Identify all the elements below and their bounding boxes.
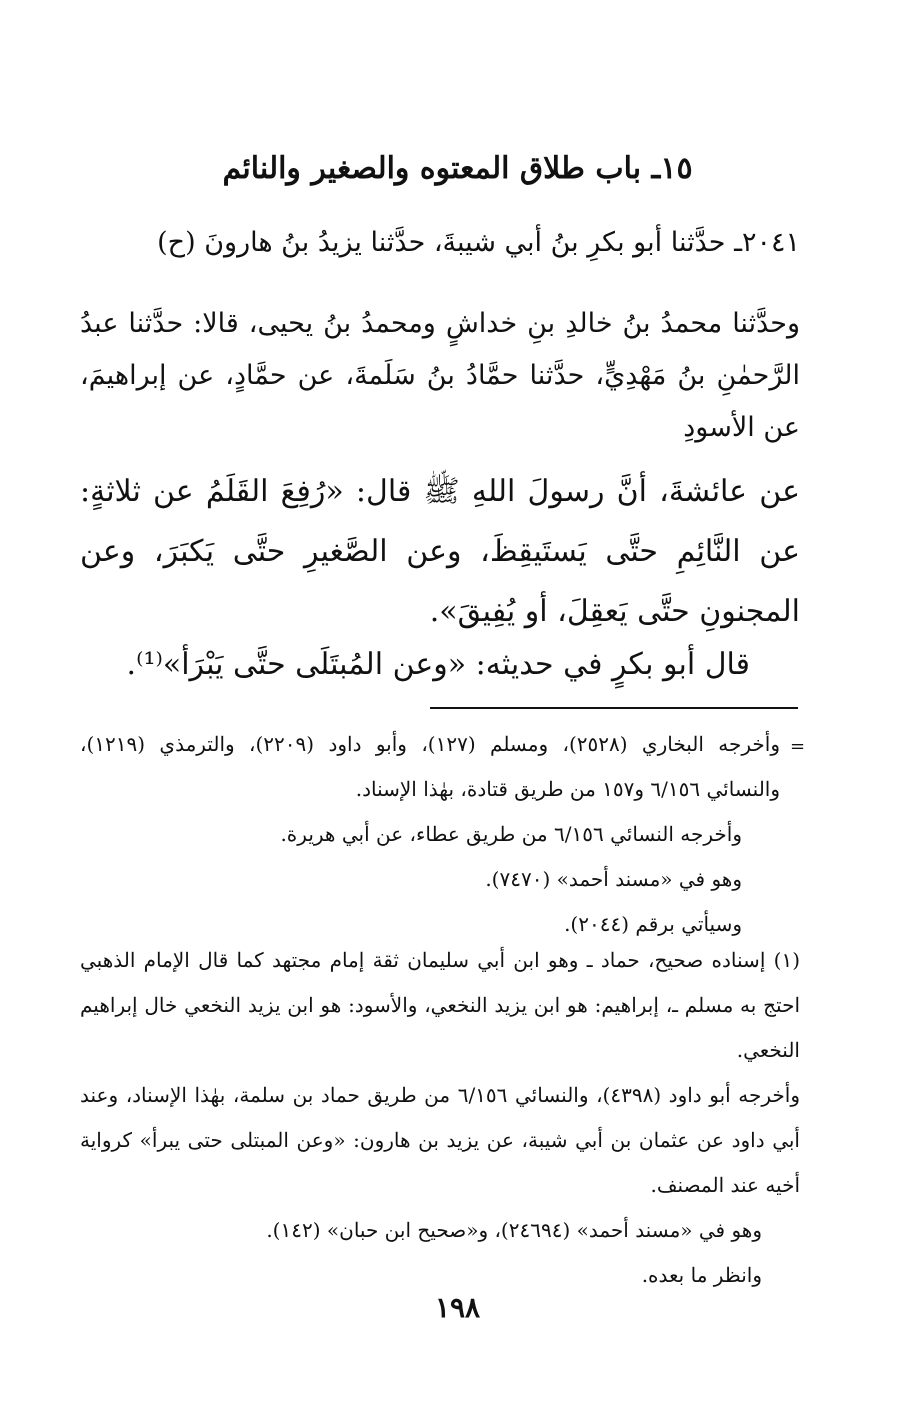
footnote-separator [430, 707, 798, 709]
hadith-isnad: وحدَّثنا محمدُ بنُ خالدِ بنِ خداشٍ ومحمدُ بنُ يحيى، قالا: حدَّثنا عبدُ الرَّحمٰنِ بنُ مَهْدِيٍّ، حدَّثنا حمَّادُ بنُ سَلَمةَ، عن حمَّادٍ، عن إبراهيمَ، عن الأسودِ [80, 308, 800, 443]
footnote-one [80, 938, 800, 1298]
page-number: ١٩٨ [434, 1291, 481, 1324]
chapter-title: ١٥ـ باب طلاق المعتوه والصغير والنائم [222, 151, 693, 186]
takhrij-line: وسيأتي برقم (٢٠٤٤). [564, 912, 742, 936]
takhrij-footnote [80, 722, 780, 947]
footnote-paragraph: وهو في «مسند أحمد» (٢٤٦٩٤)، و«صحيح ابن حبان» (١٤٢). [266, 1218, 762, 1242]
takhrij-line: وأخرجه النسائي ٦/١٥٦ من طريق عطاء، عن أبي هريرة. [280, 822, 742, 846]
footnote-paragraph: وأخرجه أبو داود (٤٣٩٨)، والنسائي ٦/١٥٦ من طريق حماد بن سلمة، بهٰذا الإسناد، وعند أبي داود عن عثمان بن أبي شيبة، عن يزيد بن هارون: «وعن المبتلى حتى يبرأ» كرواية أخيه عند المصنف. [80, 1083, 801, 1197]
footnote-paragraph: (١) إسناده صحيح، حماد ـ وهو ابن أبي سليمان ثقة إمام مجتهد كما قال الإمام الذهبي احتج به مسلم ـ، إبراهيم: هو ابن يزيد النخعي، والأسود: هو ابن يزيد النخعي خال إبراهيم النخعي. [80, 948, 800, 1062]
hadith-number-line: ٢٠٤١ـ حدَّثنا أبو بكرِ بنُ أبي شيبةَ، حدَّثنا يزيدُ بنُ هارونَ (ح) [157, 227, 800, 258]
footnote-paragraph: وانظر ما بعده. [641, 1263, 762, 1287]
continuation-marker: = [790, 736, 806, 757]
abu-bakr-addition: قال أبو بكرٍ في حديثه: «وعن المُبتَلَى حتَّى يَبْرَأ»⁽¹⁾. [126, 647, 750, 682]
hadith-matn: عن عائشةَ، أنَّ رسولَ اللهِ ﷺ قال: «رُفِعَ القَلَمُ عن ثلاثةٍ: عن النَّائِمِ حتَّى يَستَيقِظَ، وعن الصَّغيرِ حتَّى يَكبَرَ، وعن المجنونِ حتَّى يَعقِلَ، أو يُفِيقَ». [80, 474, 800, 629]
takhrij-line: وهو في «مسند أحمد» (٧٤٧٠). [485, 867, 742, 891]
takhrij-line: وأخرجه البخاري (٢٥٢٨)، ومسلم (١٢٧)، وأبو داود (٢٢٠٩)، والترمذي (١٢١٩)، والنسائي ٦/١٥٦ و١٥٧ من طريق قتادة، بهٰذا الإسناد. [80, 732, 780, 801]
